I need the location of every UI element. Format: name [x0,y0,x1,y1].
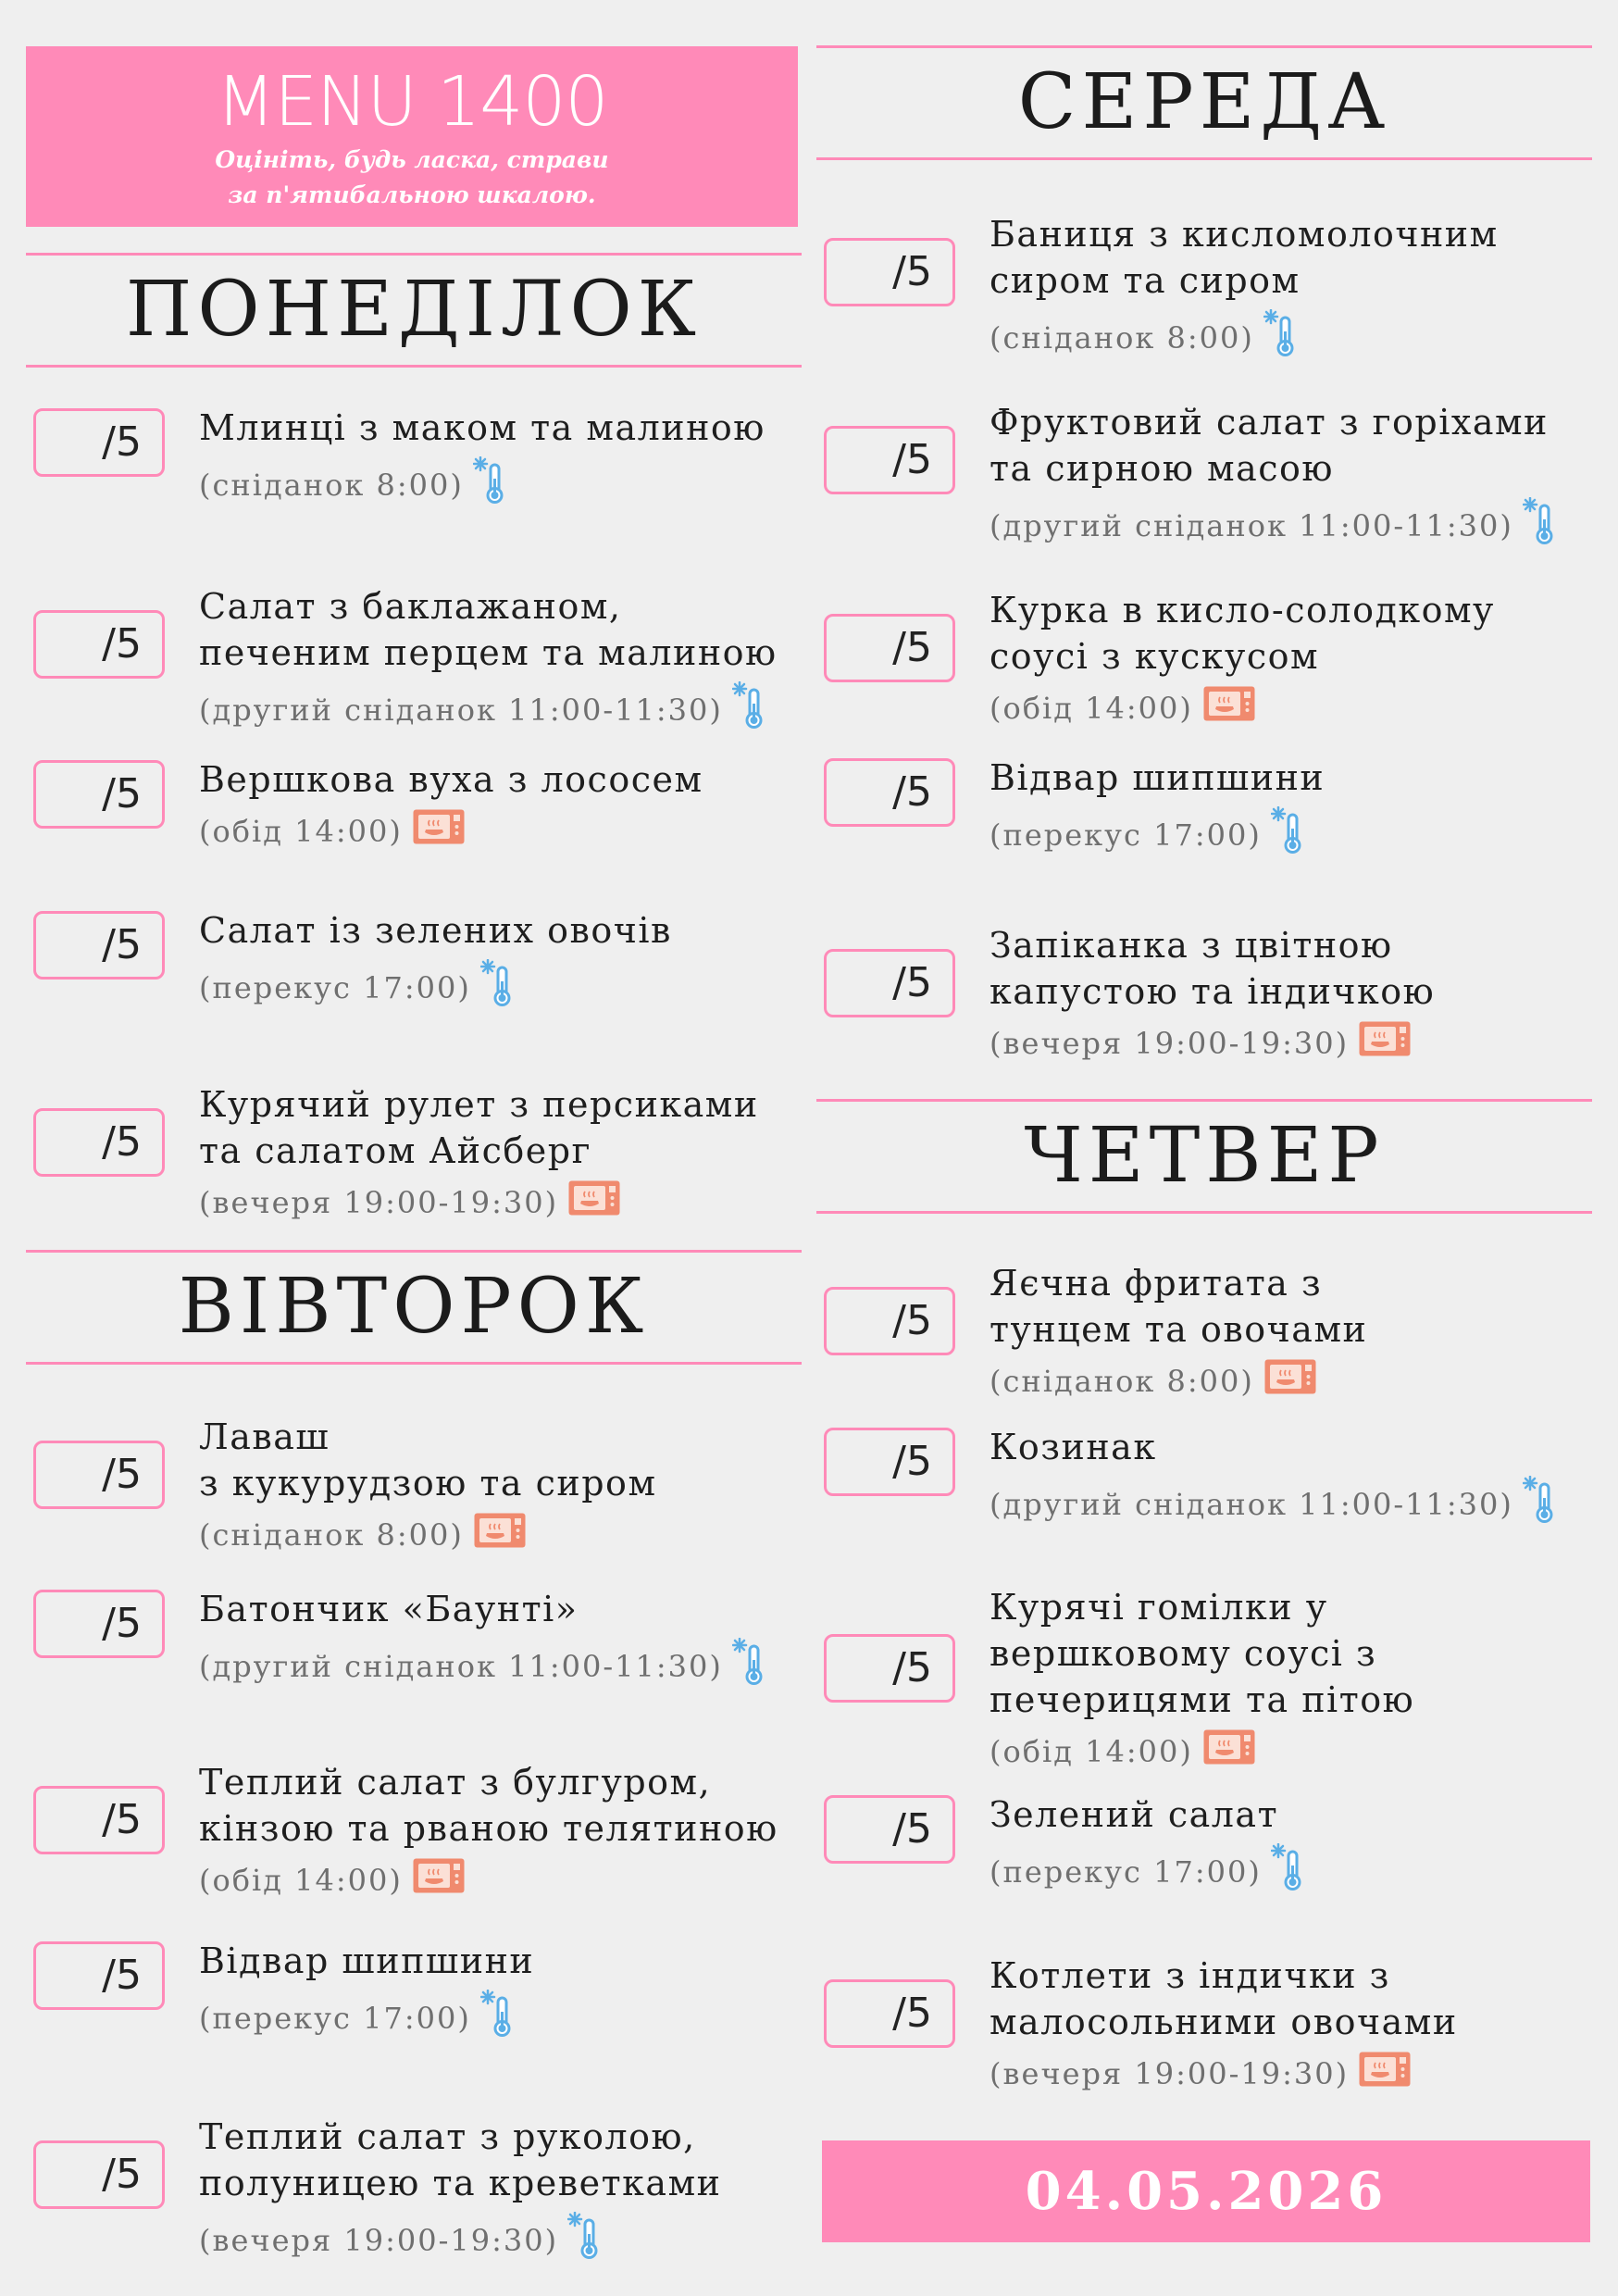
menu-item [816,755,1592,853]
rating-input[interactable] [824,1634,955,1703]
dish-name-line: Лаваш [199,1416,330,1457]
menu-item [816,1953,1592,2090]
meal-time [989,685,1256,730]
dish-name-line: Зелений салат [989,1794,1279,1835]
dish-name-line: малосольними овочами [989,2002,1458,2042]
dish-name-line: Фруктовий салат з горіхами [989,402,1549,443]
microwave-icon [1202,1728,1256,1774]
rating-scale-label: /5 [892,1990,932,2037]
meal-time [989,806,1304,863]
menu-item [26,405,802,503]
thermometer-snowflake-icon [1523,497,1556,554]
dish-name-line: печеним перцем та малиною [199,632,778,673]
rating-input[interactable] [33,1590,165,1658]
rating-scale-label: /5 [892,1805,932,1853]
rating-scale-label: /5 [892,1438,932,1485]
menu-item [816,211,1592,356]
meal-time-label: (вечеря 19:00-19:30) [199,2222,559,2258]
meal-time-label: (сніданок 8:00) [989,1363,1254,1399]
microwave-icon [473,1512,527,1557]
thermometer-snowflake-icon [473,456,506,513]
rating-scale-label: /5 [892,624,932,671]
meal-time [199,2212,601,2268]
meal-time [989,1728,1256,1774]
meal-time-label: (перекус 17:00) [199,2000,471,2036]
rating-scale-label: /5 [102,1118,142,1166]
thermometer-snowflake-icon [1523,1476,1556,1532]
thermometer-snowflake-icon [480,1990,514,2046]
menu-item [26,907,802,1005]
meal-time [199,456,506,513]
rating-input[interactable] [824,1979,955,2048]
rating-scale-label: /5 [892,248,932,295]
microwave-icon [412,1857,466,1903]
rating-input[interactable] [824,758,955,827]
dish-name-line: Салат з баклажаном, [199,586,622,627]
dish-name-line: Баниця з кисломолочним [989,214,1499,255]
day-heading-wednesday [816,45,1592,160]
dish-name-line: Курячі гомілки у [989,1587,1328,1628]
dish-name-line: вершковому соусі з [989,1633,1377,1674]
rating-input[interactable] [33,1441,165,1509]
dish-name-line: Відвар шипшини [989,757,1326,798]
meal-time-label: (обід 14:00) [989,1733,1193,1769]
menu-item [816,922,1592,1059]
rating-input[interactable] [824,426,955,494]
meal-time [989,1843,1304,1900]
rating-scale-label: /5 [102,1796,142,1843]
rating-input[interactable] [33,2140,165,2209]
microwave-icon [1263,1358,1317,1404]
rating-scale-label: /5 [892,768,932,816]
thermometer-snowflake-icon [1263,309,1297,366]
microwave-icon [1358,1020,1412,1066]
meal-time-label: (перекус 17:00) [989,1853,1262,1890]
meal-time [199,1857,466,1903]
menu-item [26,1938,802,2036]
meal-time [199,1179,621,1225]
rating-scale-label: /5 [102,770,142,817]
meal-time-label: (обід 14:00) [199,813,403,849]
rating-scale-label: /5 [102,418,142,466]
meal-time-label: (сніданок 8:00) [199,1516,464,1553]
rating-input[interactable] [33,911,165,980]
meal-time-label: (вечеря 19:00-19:30) [989,2055,1350,2091]
dish-name-line: та салатом Айсберг [199,1130,592,1171]
rating-scale-label: /5 [892,1644,932,1691]
dish-name-line: Курячий рулет з персиками [199,1084,759,1125]
dish-name-line: печерицями та пітою [989,1679,1415,1720]
microwave-icon [1358,2051,1412,2096]
microwave-icon [1202,685,1256,730]
day-heading-thursday [816,1099,1592,1214]
meal-time [199,1638,765,1694]
meal-time [199,959,514,1016]
rating-input[interactable] [824,1428,955,1496]
menu-item [26,583,802,728]
meal-time-label: (другий сніданок 11:00-11:30) [199,692,723,728]
thermometer-snowflake-icon [1271,1843,1304,1900]
rating-scale-label: /5 [102,921,142,968]
menu-item [816,1260,1592,1397]
menu-title: MENU 1400 [216,62,608,142]
dish-name-line: Запіканка з цвітною [989,925,1393,966]
meal-time-label: (сніданок 8:00) [989,319,1254,356]
rating-input[interactable] [33,1786,165,1854]
menu-item [816,1791,1592,1890]
day-title: ПОНЕДІЛОК [125,266,703,354]
menu-item [26,756,802,847]
meal-time-label: (другий сніданок 11:00-11:30) [989,1486,1513,1522]
meal-time-label: (другий сніданок 11:00-11:30) [199,1648,723,1684]
meal-time [989,1358,1317,1404]
thermometer-snowflake-icon [567,2212,601,2268]
rating-scale-label: /5 [102,1451,142,1498]
microwave-icon [412,808,466,854]
rating-input[interactable] [824,1287,955,1355]
menu-item [816,1424,1592,1522]
meal-time-label: (сніданок 8:00) [199,467,464,503]
date-banner [822,2140,1590,2242]
dish-name-line: Котлети з індички з [989,1955,1390,1996]
rating-scale-label: /5 [892,959,932,1006]
right-column [816,0,1592,2296]
dish-name-line: Млинці з маком та малиною [199,407,765,448]
day-heading-tuesday [26,1250,802,1365]
thermometer-snowflake-icon [1271,806,1304,863]
rating-input[interactable] [824,614,955,682]
dish-name-line: соусі з кускусом [989,636,1320,677]
menu-subtitle-line-1: Оцініть, будь ласка, страви [215,146,609,173]
rating-input[interactable] [33,408,165,477]
dish-name-line: Козинак [989,1427,1157,1467]
menu-date: 04.05.2026 [1025,2161,1388,2222]
rating-input[interactable] [33,610,165,679]
meal-time-label: (перекус 17:00) [199,969,471,1005]
menu-item [26,1586,802,1684]
rating-scale-label: /5 [892,1297,932,1344]
dish-name-line: сиром та сиром [989,260,1301,301]
day-heading-monday [26,253,802,368]
meal-time-label: (обід 14:00) [989,690,1193,726]
dish-name-line: Вершкова вуха з лососем [199,759,703,800]
rating-input[interactable] [824,1795,955,1864]
menu-item [26,2114,802,2258]
dish-name-line: кінзою та рваною телятиною [199,1808,778,1849]
microwave-icon [567,1179,621,1225]
dish-name-line: Яєчна фритата з [989,1263,1323,1304]
menu-subtitle-line-2: за п'ятибальною шкалою. [228,181,596,208]
menu-item [26,1759,802,1896]
rating-input[interactable] [824,238,955,306]
meal-time-label: (перекус 17:00) [989,817,1262,853]
dish-name-line: полуницею та креветками [199,2163,722,2203]
dish-name-line: Батончик «Баунті» [199,1589,579,1629]
dish-name-line: тунцем та овочами [989,1309,1368,1350]
rating-scale-label: /5 [102,620,142,668]
day-title: ЧЕТВЕР [1024,1112,1385,1200]
meal-time [989,2051,1412,2096]
meal-time [989,1476,1556,1532]
meal-time [989,309,1297,366]
rating-input[interactable] [33,1108,165,1177]
thermometer-snowflake-icon [732,1638,765,1694]
rating-input[interactable] [824,949,955,1017]
thermometer-snowflake-icon [732,681,765,738]
rating-input[interactable] [33,1941,165,2010]
meal-time-label: (вечеря 19:00-19:30) [989,1025,1350,1061]
meal-time-label: (вечеря 19:00-19:30) [199,1184,559,1220]
dish-name-line: з кукурудзою та сиром [199,1463,657,1504]
menu-item [816,1584,1592,1767]
thermometer-snowflake-icon [480,959,514,1016]
meal-time [199,808,466,854]
dish-name-line: Салат із зелених овочів [199,910,672,951]
meal-time [199,1990,514,2046]
menu-item [26,1414,802,1551]
meal-time-label: (обід 14:00) [199,1862,403,1898]
dish-name-line: капустою та індичкою [989,971,1436,1012]
left-column [26,0,802,2296]
dish-name-line: Курка в кисло-солодкому [989,590,1495,630]
meal-time [989,1020,1412,1066]
menu-item [816,399,1592,543]
meal-time-label: (другий сніданок 11:00-11:30) [989,507,1513,543]
dish-name-line: та сирною масою [989,448,1335,489]
day-title: СЕРЕДА [1017,58,1391,146]
menu-item [816,587,1592,724]
meal-time [199,681,765,738]
rating-scale-label: /5 [102,1952,142,1999]
rating-scale-label: /5 [102,2151,142,2198]
dish-name-line: Теплий салат з булгуром, [199,1762,712,1803]
meal-time [989,497,1556,554]
rating-scale-label: /5 [892,436,932,483]
menu-header [26,46,798,227]
menu-item [26,1081,802,1218]
rating-input[interactable] [33,760,165,829]
dish-name-line: Теплий салат з руколою, [199,2116,696,2157]
dish-name-line: Відвар шипшини [199,1940,535,1981]
meal-time [199,1512,527,1557]
day-title: ВІВТОРОК [178,1263,650,1351]
rating-scale-label: /5 [102,1600,142,1647]
